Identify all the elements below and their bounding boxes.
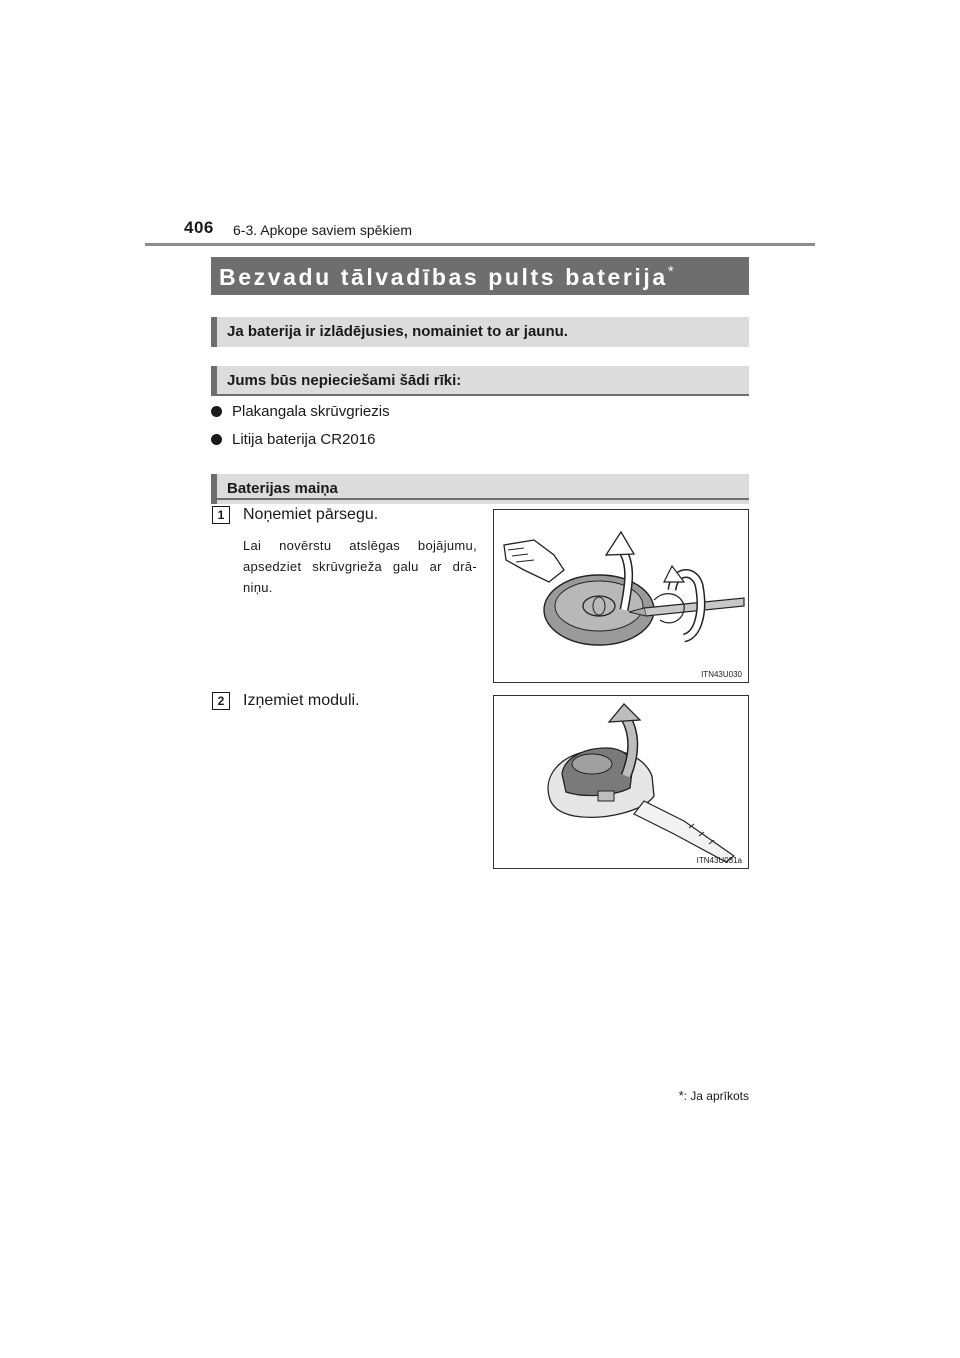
footnote-text: : Ja aprīkots [683,1089,749,1103]
tools-heading-bar [211,366,749,396]
tools-heading-rule [211,394,749,396]
key-module-illustration [494,696,748,868]
equipment-marker: * [667,263,674,280]
footnote [679,1088,749,1103]
page-title-bar [211,257,749,295]
figure-remove-cover [493,509,749,683]
intro-text: Ja baterija ir izlādējusies, nomainiet to ar jaunu. [227,323,568,340]
footnote-marker: * [678,1088,684,1103]
tools-heading: Jums būs nepieciešami šādi rīki: [227,372,462,389]
page-title [219,263,674,291]
tool-item-label: Litija baterija CR2016 [232,431,376,448]
replacement-heading-rule [211,498,749,500]
page-title-text: Bezvadu tālvadības pults baterija [219,264,668,290]
tool-item-screwdriver [211,403,390,420]
tool-item-battery [211,431,375,448]
intro-bar [211,317,749,347]
section-title: 6-3. Apkope saviem spēkiem [233,222,412,238]
key-cover-illustration [494,510,748,682]
step-1-note: Lai novērstu atslēgas bojājumu, apsedziet skrūvgrieža galu ar drā-niņu. [243,538,477,595]
step-1-text: Noņemiet pārsegu. [243,506,379,523]
step-2-text: Izņemiet moduli. [243,692,360,709]
bullet-icon [211,434,222,445]
tool-item-label: Plakangala skrūvgriezis [232,403,390,420]
figure-code: ITN43U031a [696,856,742,865]
replacement-heading: Baterijas maiņa [227,480,338,497]
page-number: 406 [184,218,214,237]
figure-remove-module [493,695,749,869]
figure-code: ITN43U030 [701,670,742,679]
step-1-number: 1 [212,506,230,524]
step-2-number: 2 [212,692,230,710]
header-rule [145,243,815,246]
bullet-icon [211,406,222,417]
